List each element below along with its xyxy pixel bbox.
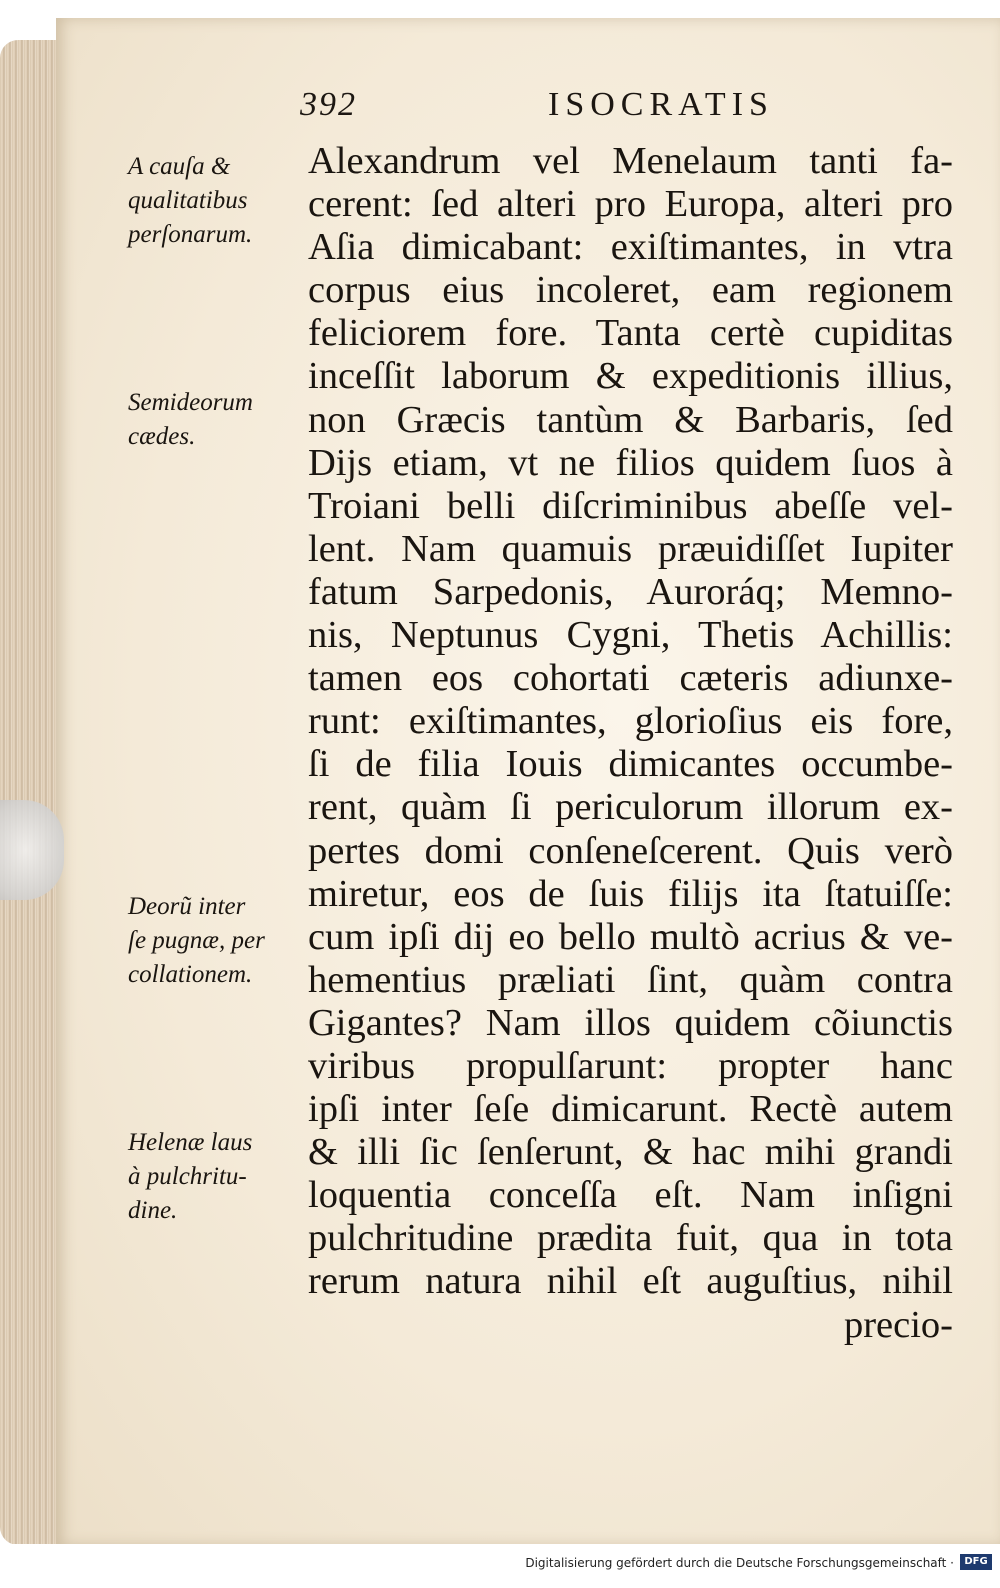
text-line: rerum natura nihil eſt auguſtius, nihil [308,1260,953,1303]
margin-note-line: cædes. [128,423,196,450]
margin-note-line: Helenæ laus [128,1129,253,1156]
page-clip [0,800,64,900]
margin-note-line: qualitatibus [128,187,248,214]
text-line: Dĳs etiam, vt ne filios quidem ſuos à [308,441,953,484]
margin-note-helenae [128,1126,303,1228]
running-head [300,86,950,136]
text-line: cerent: ſed alteri pro Europa, alteri pro [308,183,953,226]
margin-note-line: collationem. [128,961,253,988]
text-line: rent, quàm ſi periculorum illorum ex- [308,786,953,829]
text-line: hementius præliati ſint, quàm contra [308,958,953,1001]
text-line: lent. Nam quamuis præuidiſſet Iupiter [308,527,953,570]
margin-note-causa [128,150,303,252]
text-line: pulchritudine prædita fuit, qua in tota [308,1217,953,1260]
text-line: Troiani belli diſcriminibus abeſſe vel- [308,484,953,527]
dfg-logo-icon: DFG [960,1554,992,1570]
catchword: precio- [843,1303,953,1346]
running-title: ISOCRATIS [548,86,774,123]
margin-note-line: Deorũ inter [128,893,246,920]
text-line: corpus eius incoleret, eam regionem [308,269,953,312]
footer-bar [0,1544,1000,1588]
text-line: runt: exiſtimantes, glorioſius eis fore, [308,700,953,743]
text-line: feliciorem fore. Tanta certè cupiditas [308,312,953,355]
margin-note-line: perſonarum. [128,221,253,248]
funding-credit: Digitalisierung gefördert durch die Deutsche Forschungsgemeinschaft · [525,1556,954,1570]
text-line: Alexandrum vel Menelaum tanti fa- [308,140,953,182]
page-number: 392 [300,86,357,123]
text-line: miretur, eos de ſuis filĳs ita ſtatuiſſe: [308,872,953,915]
margin-note-line: A cauſa & [128,153,231,180]
text-line: nis, Neptunus Cygni, Thetis Achillis: [308,614,953,657]
text-line: Aſia dimicabant: exiſtimantes, in vtra [308,226,953,269]
margin-note-line: ſe pugnæ, per [128,927,265,954]
text-line: fatum Sarpedonis, Auroráq; Memno- [308,570,953,613]
text-line: ipſi inter ſeſe dimicarunt. Rectè autem [308,1088,953,1131]
margin-note-semideorum [128,386,303,454]
text-line: pertes domi conſeneſcerent. Quis verò [308,829,953,872]
text-line: non Græcis tantùm & Barbaris, ſed [308,398,953,441]
margin-note-deorum [128,890,303,992]
margin-note-line: à pulchritu- [128,1163,247,1190]
text-line: cum ipſi dĳ eo bello multò acrius & ve- [308,915,953,958]
book-fore-edge [0,40,64,1545]
text-line: & illi ſic ſenſerunt, & hac mihi grandi [308,1131,953,1174]
text-line: tamen eos cohortati cæteris adiunxe- [308,657,953,700]
text-line: ſi de filia Iouis dimicantes occumbe- [308,743,953,786]
text-line: viribus propulſarunt: propter hanc [308,1044,953,1087]
body-text [308,140,953,1347]
text-line: Gigantes? Nam illos quidem cõiunctis [308,1001,953,1044]
margin-note-line: Semideorum [128,389,253,416]
text-line: inceſſit laborum & expeditionis illius, [308,355,953,398]
text-line: loquentia conceſſa eſt. Nam inſigni [308,1174,953,1217]
margin-note-line: dine. [128,1197,178,1224]
